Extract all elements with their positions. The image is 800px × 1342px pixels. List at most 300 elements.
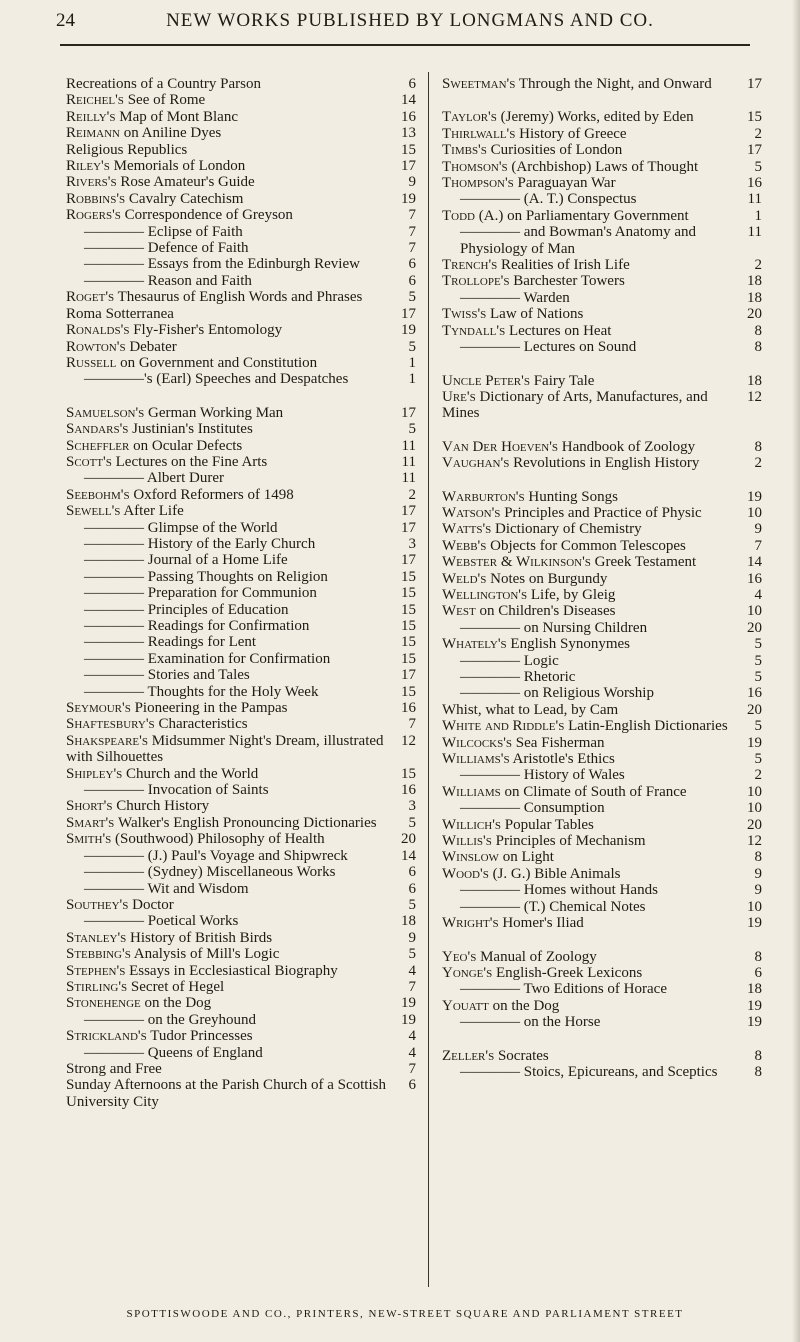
entry-page-number: 20: [401, 831, 416, 848]
entry-name: ———— Preparation for Communion: [84, 585, 317, 602]
index-entry: [66, 634, 416, 650]
entry-title: Essays in Ecclesiastical Biography: [125, 962, 338, 979]
index-entry: [66, 897, 416, 913]
index-entry: [66, 716, 416, 732]
entry-page-number: 13: [401, 125, 416, 142]
entry-title: Oxford Reformers of 1498: [129, 486, 294, 503]
index-entry: [442, 323, 762, 339]
entry-title: See of Rome: [123, 92, 206, 109]
entry-page-number: 9: [754, 865, 762, 882]
entry-name: Religious Republics: [66, 141, 188, 158]
entry-page-number: 10: [747, 603, 762, 620]
index-entry: [66, 881, 416, 897]
entry-page-number: 1: [754, 207, 762, 224]
index-entry: [66, 930, 416, 946]
index-entry: [442, 1014, 762, 1030]
entry-page-number: 16: [401, 782, 416, 799]
entry-page-number: 16: [401, 700, 416, 717]
entry-page-number: 8: [754, 849, 762, 866]
entry-name: Shakspeare's: [66, 732, 148, 749]
entry-page-number: 8: [754, 322, 762, 339]
entry-name: ———— Essays from the Edinburgh Review: [84, 256, 360, 273]
index-entry: [66, 1028, 416, 1044]
index-entry: [442, 1064, 762, 1080]
index-entry: [66, 306, 416, 322]
entry-page-number: 4: [408, 962, 416, 979]
index-entry: [66, 142, 416, 158]
entry-name: White and Riddle's: [442, 718, 565, 735]
entry-title: Cavalry Catechism: [125, 190, 244, 207]
entry-spacer: [442, 92, 762, 109]
index-entry: [66, 438, 416, 454]
index-entry: [66, 667, 416, 683]
index-entry: [66, 995, 416, 1011]
entry-page-number: 19: [401, 190, 416, 207]
column-divider: [428, 72, 429, 1287]
entry-name: ———— Consumption: [460, 800, 605, 817]
entry-spacer: [442, 932, 762, 949]
entry-title: Manual of Zoology: [476, 948, 597, 965]
entry-title: Tudor Princesses: [146, 1028, 253, 1045]
entry-page-number: 16: [747, 685, 762, 702]
entry-name: ———— Stories and Tales: [84, 667, 250, 684]
entry-page-number: 9: [408, 929, 416, 946]
entry-name: Reilly's: [66, 108, 116, 125]
entry-page-number: 15: [401, 634, 416, 651]
entry-spacer: [442, 356, 762, 373]
index-entry: [66, 174, 416, 190]
entry-title: After Life: [120, 503, 184, 520]
entry-title: Curiosities of London: [486, 142, 623, 159]
index-entry: [442, 899, 762, 915]
entry-name: ———— Stoics, Epicureans, and Sceptics: [460, 1063, 718, 1080]
entry-page-number: 5: [408, 289, 416, 306]
index-entry: [442, 208, 762, 224]
entry-title: Homer's Iliad: [498, 915, 584, 932]
entry-title: Justinian's Institutes: [128, 421, 253, 438]
index-entry: [442, 981, 762, 997]
index-entry: [66, 733, 416, 766]
left-column: [66, 76, 416, 1110]
entry-page-number: 6: [408, 256, 416, 273]
index-entry: [66, 585, 416, 601]
index-entry: [66, 487, 416, 503]
entry-name: Wellington's: [442, 586, 528, 603]
entry-title: Realities of Irish Life: [497, 257, 630, 274]
entry-page-number: 1: [408, 354, 416, 371]
index-entry: [66, 322, 416, 338]
entry-page-number: 17: [747, 76, 762, 92]
entry-name: Ronalds's: [66, 322, 130, 339]
entry-page-number: 5: [754, 652, 762, 669]
entry-name: ———— Albert Durer: [84, 470, 224, 487]
index-entry: [66, 815, 416, 831]
entry-spacer: [66, 388, 416, 405]
entry-title: Fly-Fisher's Entomology: [129, 322, 283, 339]
index-entry: [66, 76, 416, 92]
entry-name: Stephen's: [66, 962, 126, 979]
index-entry: [442, 915, 762, 931]
entry-title: Popular Tables: [501, 816, 594, 833]
entry-page-number: 15: [401, 618, 416, 634]
entry-page-number: 20: [747, 701, 762, 718]
entry-title: Dictionary of Arts, Manufactures, and Mines: [442, 388, 708, 422]
entry-name: Thirlwall's: [442, 125, 516, 142]
index-entry: [442, 965, 762, 981]
index-entry: [442, 455, 762, 471]
entry-name: Robbins's: [66, 190, 126, 207]
entry-title: Thesaurus of English Words and Phrases: [114, 289, 363, 306]
entry-page-number: 18: [747, 981, 762, 998]
entry-name: ————'s (Earl) Speeches and Despatches: [84, 371, 349, 388]
index-entry: [442, 224, 762, 257]
index-entry: [442, 784, 762, 800]
entry-page-number: 19: [401, 995, 416, 1012]
entry-page-number: 17: [401, 667, 416, 684]
entry-name: Willis's: [442, 833, 492, 850]
header-rule: [60, 44, 750, 46]
index-entry: [66, 273, 416, 289]
entry-page-number: 5: [754, 718, 762, 735]
entry-title: Church and the World: [122, 765, 259, 782]
printer-imprint: SPOTTISWOODE AND CO., PRINTERS, NEW-STREET SQUARE AND PARLIAMENT STREET: [126, 1308, 684, 1320]
index-entry: [66, 191, 416, 207]
entry-page-number: 2: [408, 486, 416, 503]
entry-name: ———— (A. T.) Conspectus: [460, 191, 637, 208]
entry-title: English-Greek Lexicons: [492, 964, 643, 981]
entry-name: ———— Thoughts for the Holy Week: [84, 683, 319, 700]
entry-name: ———— Defence of Faith: [84, 240, 249, 257]
entry-name: ———— on Nursing Children: [460, 619, 648, 636]
index-entry: [66, 831, 416, 847]
entry-title: Through the Night, and Onward: [515, 76, 712, 92]
entry-page-number: 20: [747, 619, 762, 636]
index-entry: [442, 109, 762, 125]
entry-name: Short's: [66, 798, 113, 815]
entry-name: Russell: [66, 354, 117, 371]
index-entry: [66, 651, 416, 667]
index-entry: [442, 521, 762, 537]
entry-name: Smart's: [66, 814, 119, 831]
entry-name: Ure's: [442, 388, 476, 405]
entry-title: Church History: [112, 798, 210, 815]
entry-page-number: 9: [408, 174, 416, 191]
entry-page-number: 9: [754, 521, 762, 538]
entry-page-number: 11: [401, 437, 416, 454]
entry-page-number: 3: [408, 535, 416, 552]
index-entry: [442, 505, 762, 521]
entry-title: Revolutions in English History: [509, 455, 700, 472]
entry-title: Map of Mont Blanc: [115, 108, 238, 125]
entry-page-number: 15: [747, 109, 762, 126]
entry-name: ———— Queens of England: [84, 1044, 263, 1061]
index-entry: [442, 159, 762, 175]
entry-title: (Archbishop) Laws of Thought: [507, 158, 699, 175]
index-entry: [66, 569, 416, 585]
entry-page-number: 19: [747, 488, 762, 505]
entry-name: ———— on the Greyhound: [84, 1011, 257, 1028]
entry-page-number: 1: [408, 371, 416, 388]
entry-page-number: 19: [747, 915, 762, 932]
index-entry: [442, 76, 762, 92]
entry-title: on Climate of South of France: [500, 783, 687, 800]
index-entry: [66, 552, 416, 568]
entry-name: Wright's: [442, 915, 499, 932]
entry-title: on Light: [498, 849, 554, 866]
index-entry: [66, 848, 416, 864]
entry-page-number: 2: [754, 767, 762, 784]
index-entry: [442, 373, 762, 389]
entry-title: Dictionary of Chemistry: [491, 521, 642, 538]
entry-page-number: 8: [754, 948, 762, 965]
index-entry: [66, 158, 416, 174]
index-entry: [66, 1077, 416, 1110]
entry-name: ———— History of Wales: [460, 767, 625, 784]
entry-page-number: 17: [401, 503, 416, 520]
entry-name: Yeo's: [442, 948, 477, 965]
index-entry: [66, 503, 416, 519]
entry-name: Stirling's: [66, 978, 128, 995]
entry-title: Correspondence of Greyson: [120, 207, 293, 224]
index-entry: [442, 191, 762, 207]
entry-name: ———— Rhetoric: [460, 669, 576, 685]
index-entry: [66, 536, 416, 552]
index-entry: [442, 489, 762, 505]
index-entry: [442, 554, 762, 570]
entry-name: ———— Readings for Confirmation: [84, 618, 310, 634]
entry-page-number: 7: [408, 240, 416, 257]
index-entry: [442, 669, 762, 685]
entry-page-number: 8: [754, 1047, 762, 1064]
entry-name: Roma Sotterranea: [66, 305, 174, 322]
index-entry: [442, 389, 762, 422]
entry-page-number: 8: [754, 438, 762, 455]
entry-page-number: 14: [401, 847, 416, 864]
index-entry: [442, 685, 762, 701]
entry-page-number: 17: [401, 552, 416, 569]
index-entry: [66, 782, 416, 798]
right-column: [442, 76, 762, 1080]
entry-page-number: 4: [408, 1044, 416, 1061]
entry-name: Winslow: [442, 849, 499, 866]
entry-spacer: [442, 422, 762, 439]
entry-page-number: 10: [747, 783, 762, 800]
entry-page-number: 15: [401, 568, 416, 585]
entry-name: Tyndall's: [442, 322, 506, 339]
entry-title: Sea Fisherman: [512, 734, 605, 751]
entry-page-number: 6: [408, 880, 416, 897]
index-entry: [442, 1048, 762, 1064]
entry-name: Thompson's: [442, 175, 514, 192]
page-edge-shadow: [792, 0, 800, 1342]
entry-page-number: 19: [401, 322, 416, 339]
entry-name: Zeller's: [442, 1047, 495, 1064]
entry-title: Aristotle's Ethics: [509, 751, 615, 768]
entry-name: Rowton's: [66, 338, 126, 355]
entry-title: History of British Birds: [126, 929, 273, 946]
entry-name: ———— Two Editions of Horace: [460, 981, 667, 998]
entry-page-number: 19: [747, 997, 762, 1014]
entry-name: Recreations of a Country Parson: [66, 76, 261, 92]
entry-page-number: 11: [747, 191, 762, 208]
entry-page-number: 7: [408, 207, 416, 224]
entry-name: ———— Glimpse of the World: [84, 519, 278, 536]
index-entry: [442, 817, 762, 833]
entry-page-number: 14: [401, 92, 416, 109]
entry-name: Todd: [442, 207, 475, 224]
index-entry: [66, 355, 416, 371]
entry-page-number: 5: [754, 158, 762, 175]
entry-name: Shaftesbury's: [66, 716, 155, 733]
index-entry: [66, 766, 416, 782]
entry-title: on Children's Diseases: [475, 603, 616, 620]
entry-name: ———— Principles of Education: [84, 601, 289, 618]
entry-name: Webster & Wilkinson's: [442, 554, 591, 571]
entry-page-number: 17: [747, 142, 762, 159]
index-entry: [442, 306, 762, 322]
index-entry: [66, 1061, 416, 1077]
index-entry: [66, 256, 416, 272]
entry-title: (A.) on Parliamentary Government: [475, 207, 689, 224]
index-entry: [442, 998, 762, 1014]
entry-name: ———— on the Horse: [460, 1014, 601, 1031]
entry-name: Warburton's: [442, 488, 525, 505]
entry-name: Twiss's: [442, 306, 487, 323]
entry-page-number: 8: [754, 1063, 762, 1080]
entry-name: ———— (J.) Paul's Voyage and Shipwreck: [84, 847, 348, 864]
entry-name: Riley's: [66, 158, 110, 175]
entry-name: ———— History of the Early Church: [84, 535, 316, 552]
index-entry: [442, 833, 762, 849]
entry-page-number: 17: [401, 519, 416, 536]
index-entry: [442, 849, 762, 865]
index-entry: [66, 864, 416, 880]
entry-page-number: 5: [408, 814, 416, 831]
entry-page-number: 10: [747, 504, 762, 521]
entry-title: Doctor: [128, 896, 174, 913]
entry-page-number: 9: [754, 882, 762, 899]
entry-spacer: [442, 472, 762, 489]
entry-page-number: 5: [408, 896, 416, 913]
entry-name: Whist, what to Lead, by Cam: [442, 701, 619, 718]
entry-name: Sandars's: [66, 421, 129, 438]
index-entry: [442, 142, 762, 158]
index-entry: [442, 538, 762, 554]
entry-name: Smith's: [66, 831, 112, 848]
entry-page-number: 20: [747, 306, 762, 323]
index-entry: [442, 273, 762, 289]
entry-page-number: 2: [754, 257, 762, 274]
entry-name: Taylor's: [442, 109, 497, 126]
entry-name: Shipley's: [66, 765, 123, 782]
entry-name: ———— Reason and Faith: [84, 272, 252, 289]
entry-page-number: 7: [408, 223, 416, 240]
index-entry: [442, 339, 762, 355]
index-entry: [442, 257, 762, 273]
index-entry: [442, 290, 762, 306]
entry-title: Hunting Songs: [524, 488, 618, 505]
index-entry: [66, 470, 416, 486]
entry-name: ———— Passing Thoughts on Religion: [84, 568, 328, 585]
entry-title: Midsummer Night's Dream, illustrated with Silhouettes: [66, 732, 384, 766]
entry-name: ———— (T.) Chemical Notes: [460, 898, 646, 915]
entry-page-number: 16: [747, 175, 762, 192]
entry-name: ———— Logic: [460, 652, 559, 669]
entry-page-number: 15: [401, 765, 416, 782]
index-entry: [66, 405, 416, 421]
entry-page-number: 10: [747, 898, 762, 915]
entry-name: Scott's: [66, 453, 112, 470]
entry-page-number: 15: [401, 601, 416, 618]
index-entry: [66, 224, 416, 240]
entry-page-number: 8: [754, 339, 762, 356]
entry-name: Whately's: [442, 636, 507, 653]
index-entry: [442, 126, 762, 142]
entry-name: Webb's: [442, 537, 487, 554]
entry-page-number: 6: [754, 964, 762, 981]
index-entry: [442, 735, 762, 751]
entry-name: ———— Invocation of Saints: [84, 782, 269, 799]
entry-page-number: 7: [408, 716, 416, 733]
entry-page-number: 18: [401, 913, 416, 930]
entry-title: Principles of Mechanism: [491, 833, 646, 850]
entry-name: Rivers's: [66, 174, 117, 191]
entry-name: Watts's: [442, 521, 492, 538]
entry-name: ———— Readings for Lent: [84, 634, 257, 651]
index-entry: [442, 949, 762, 965]
entry-page-number: 10: [747, 800, 762, 817]
entry-title: Characteristics: [154, 716, 248, 733]
entry-page-number: 7: [408, 978, 416, 995]
index-entry: [66, 684, 416, 700]
index-entry: [442, 636, 762, 652]
index-entry: [442, 800, 762, 816]
entry-page-number: 12: [747, 833, 762, 850]
entry-title: on the Dog: [488, 997, 560, 1014]
entry-page-number: 15: [401, 585, 416, 602]
entry-name: Stonehenge: [66, 995, 141, 1012]
entry-name: Youatt: [442, 997, 489, 1014]
entry-title: Law of Nations: [486, 306, 584, 323]
entry-page-number: 3: [408, 798, 416, 815]
entry-name: ———— Poetical Works: [84, 913, 239, 930]
index-entry: [66, 520, 416, 536]
page-number: 24: [56, 10, 75, 31]
entry-page-number: 4: [408, 1028, 416, 1045]
entry-name: Weld's: [442, 570, 487, 587]
entry-page-number: 2: [754, 125, 762, 142]
entry-name: Uncle Peter's: [442, 372, 530, 389]
entry-title: Secret of Hegel: [127, 978, 225, 995]
entry-name: Reichel's: [66, 92, 124, 109]
entry-title: Debater: [125, 338, 177, 355]
index-entry: [442, 587, 762, 603]
entry-name: Trollope's: [442, 273, 510, 290]
entry-name: ———— Homes without Hands: [460, 882, 658, 899]
entry-title: (Southwood) Philosophy of Health: [111, 831, 325, 848]
index-entry: [66, 421, 416, 437]
entry-name: ———— Lectures on Sound: [460, 339, 637, 356]
entry-name: Roget's: [66, 289, 115, 306]
entry-page-number: 19: [747, 734, 762, 751]
entry-title: on Government and Constitution: [116, 354, 318, 371]
entry-title: on Aniline Dyes: [120, 125, 222, 142]
entry-page-number: 16: [401, 108, 416, 125]
entry-name: Sunday Afternoons at the Parish Church of a Scottish University City: [66, 1077, 386, 1110]
index-entry: [442, 751, 762, 767]
index-entry: [66, 92, 416, 108]
entry-page-number: 19: [747, 1014, 762, 1031]
